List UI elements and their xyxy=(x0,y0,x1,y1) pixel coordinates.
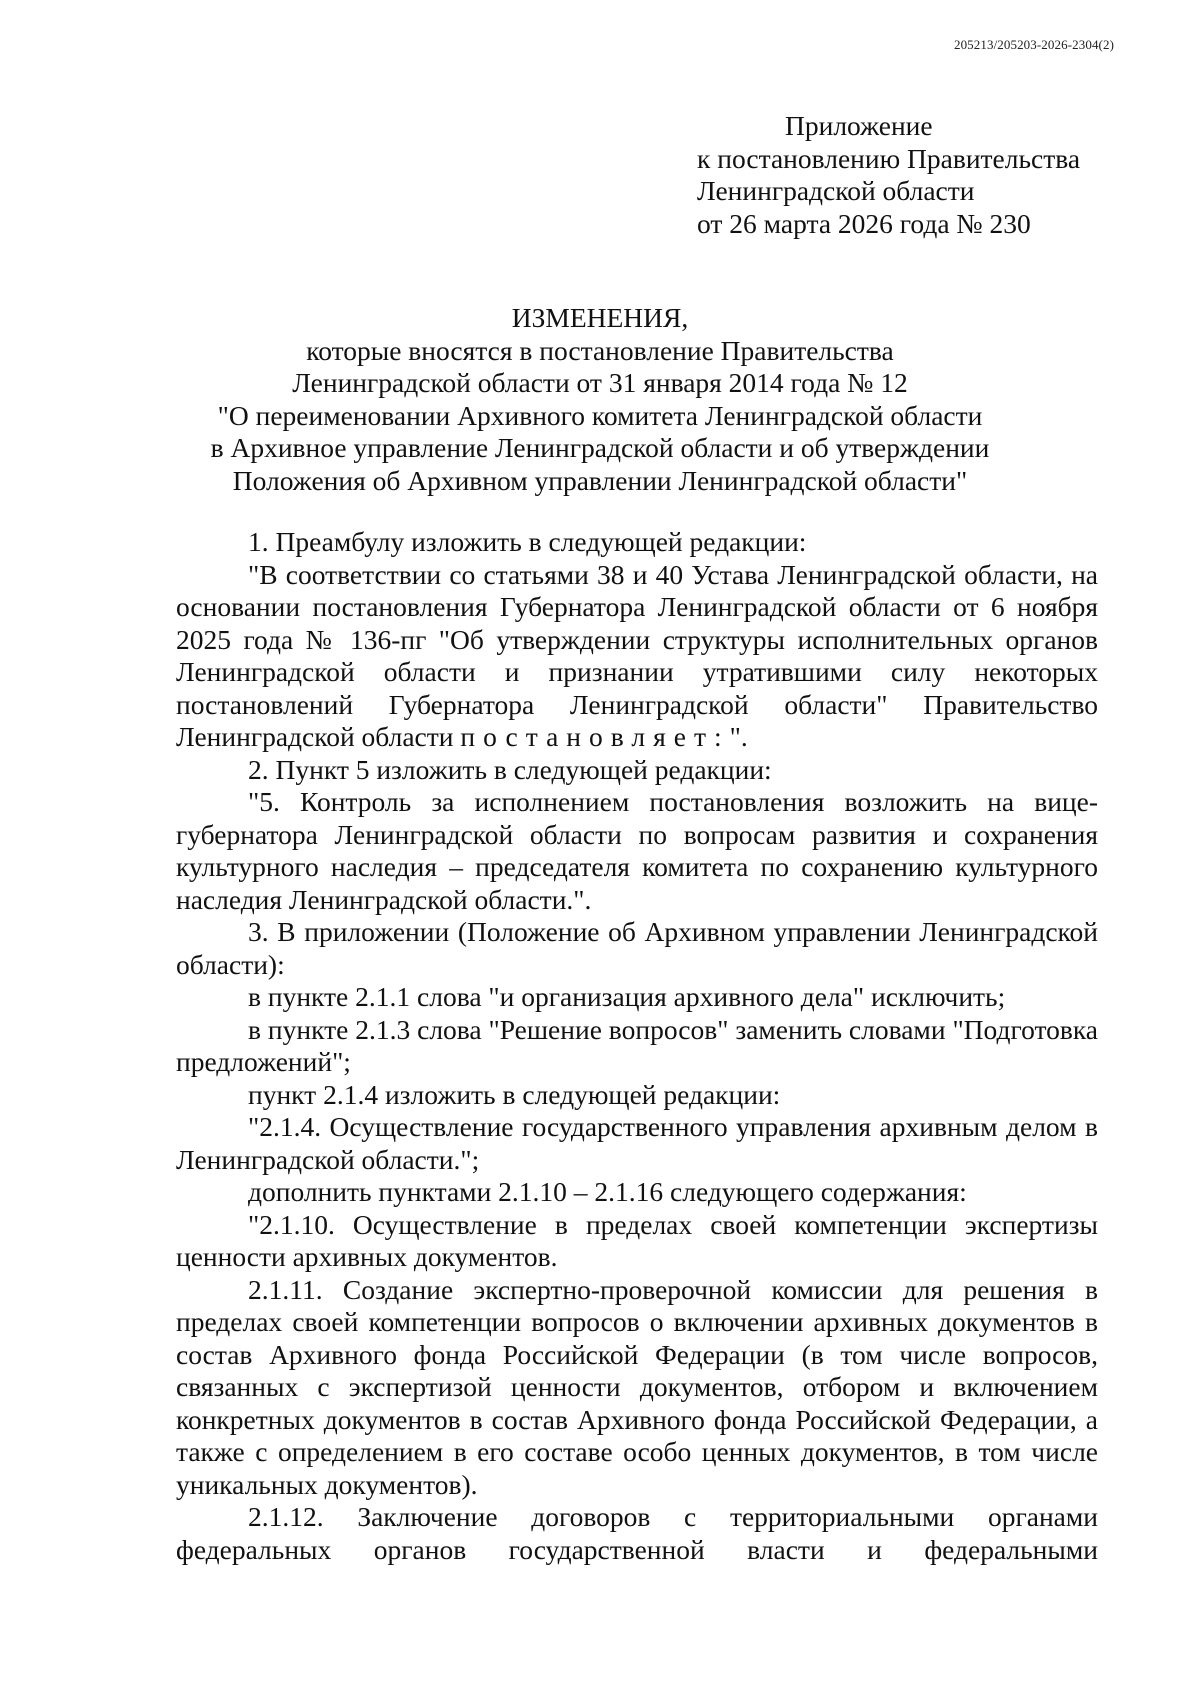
paragraph: 3. В приложении (Положение об Архивном управлении Ленинградской области): xyxy=(176,916,1098,980)
appendix-line: Приложение xyxy=(785,110,933,141)
paragraph: 1. Преамбулу изложить в следующей редакции: xyxy=(248,526,807,557)
paragraph: в пункте 2.1.3 слова "Решение вопросов" заменить словами "Подготовка предложений"; xyxy=(176,1013,1098,1077)
title-line: Ленинградской области от 31 января 2014 года № 12 xyxy=(292,367,908,398)
appendix-header xyxy=(697,110,1080,240)
appendix-line: к постановлению Правительства xyxy=(697,142,1081,174)
paragraph: "5. Контроль за исполнением постановления возложить на вице-губернатора Ленинградской области по вопросам развития и сохранения культурного наследия – председателя комитета по сохранению культурного наследия Ленинградской области.". xyxy=(176,786,1098,915)
preamble-spaced-word: постановляет: xyxy=(460,721,730,752)
paragraph: 2.1.12. Заключение договоров с территориальными органами федеральных органов государственной власти и федеральными xyxy=(176,1501,1098,1565)
title-line: Положения об Архивном управлении Ленинградской области" xyxy=(232,464,968,496)
title-line: которые вносятся в постановление Правительства xyxy=(306,334,894,366)
paragraph: 2. Пункт 5 изложить в следующей редакции: xyxy=(248,753,772,785)
appendix-line: Ленинградской области xyxy=(697,175,975,206)
preamble-text: "В соответствии со статьями 38 и 40 Устава Ленинградской области, на основании постановления Губернатора Ленинградской области от 6 ноября 2025 года № 136-пг "Об утверждении структуры исполнительных органов Ленинградской области и признании утратившими силу некоторых постановлений Губернатора Ленинградской области" Правительство Ленинградской области xyxy=(176,558,1098,752)
paragraph: дополнить пунктами 2.1.10 – 2.1.16 следующего содержания: xyxy=(248,1176,967,1207)
paragraph-preamble xyxy=(176,559,1098,754)
title-line: "О переименовании Архивного комитета Ленинградской области xyxy=(217,399,983,431)
paragraph: пункт 2.1.4 изложить в следующей редакции: xyxy=(248,1078,781,1110)
appendix-line: от 26 марта 2026 года № 230 xyxy=(697,207,1031,239)
title-line: в Архивное управление Ленинградской области и об утверждении xyxy=(210,432,990,463)
title-heading: ИЗМЕНЕНИЯ, xyxy=(511,302,689,333)
paragraph: в пункте 2.1.1 слова "и организация архивного дела" исключить; xyxy=(248,981,1006,1012)
paragraph: "2.1.4. Осуществление государственного управления архивным делом в Ленинградской области."; xyxy=(176,1111,1098,1175)
paragraph: 2.1.11. Создание экспертно-проверочной комиссии для решения в пределах своей компетенции вопросов о включении архивных документов в состав Архивного фонда Российской Федерации (в том числе вопросов, связанных с экспертизой ценности документов, отбором и включением конкретных документов в состав Архивного фонда Российской Федерации, а также с определением в его составе особо ценных документов, в том числе уникальных документов). xyxy=(176,1273,1098,1500)
paragraph: "2.1.10. Осуществление в пределах своей компетенции экспертизы ценности архивных документов. xyxy=(176,1208,1098,1272)
document-body xyxy=(176,526,1098,1566)
preamble-end: ". xyxy=(729,721,748,752)
document-registration-number: 205213/205203-2026-2304(2) xyxy=(953,37,1114,52)
document-title xyxy=(0,302,1200,497)
